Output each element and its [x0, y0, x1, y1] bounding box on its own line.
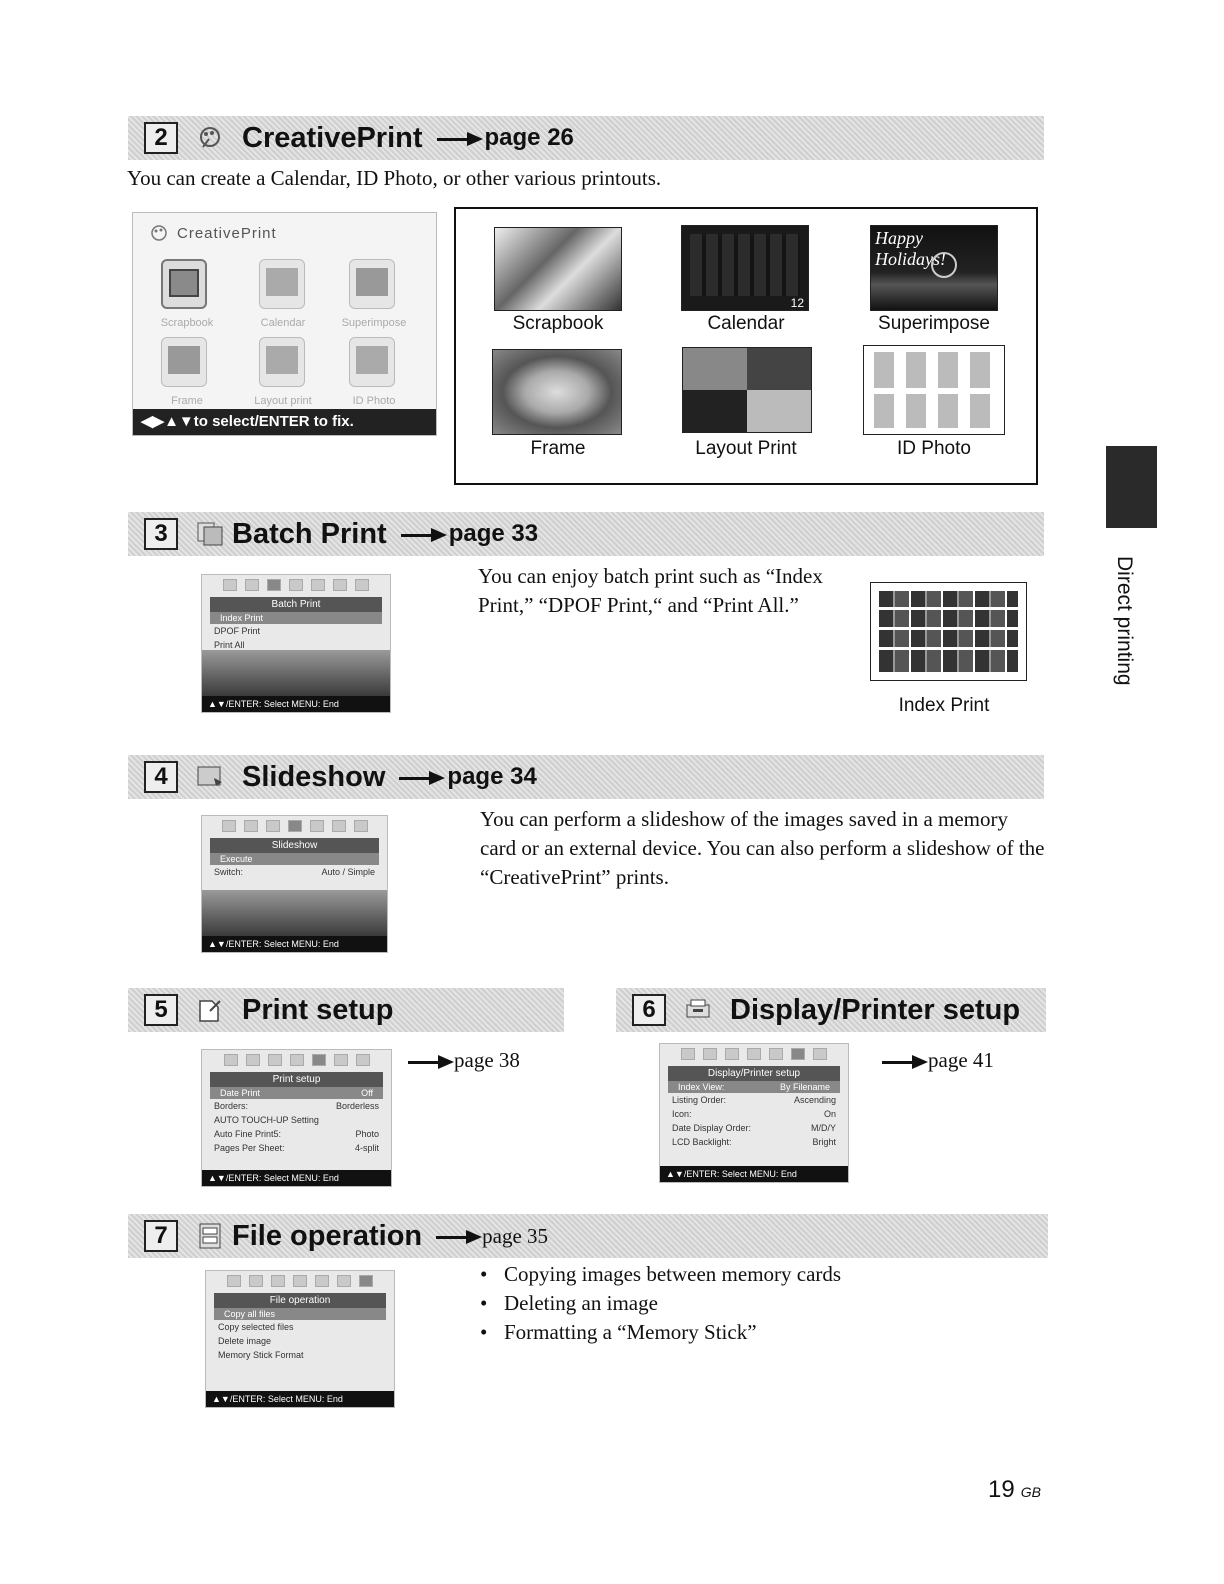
id-photo-tile[interactable] [349, 337, 395, 387]
section-number: 4 [144, 761, 178, 793]
creativeprint-samples-box [454, 207, 1038, 485]
list-item: • Copying images between memory cards [480, 1262, 842, 1286]
page-reference: page 34 [399, 763, 536, 791]
frame-tile[interactable] [161, 337, 207, 387]
menu-item[interactable]: AUTO TOUCH-UP Setting [214, 1115, 319, 1125]
section-title: Slideshow [242, 760, 386, 793]
print-setup-icon [194, 995, 226, 1025]
tile-label: Layout print [254, 395, 312, 407]
arrow-icon [882, 1055, 928, 1067]
superimpose-tile[interactable] [349, 259, 395, 309]
section-title: Batch Print [232, 517, 387, 550]
section-title: File operation [232, 1219, 423, 1252]
screen-footer: ▲▼/ENTER: Select MENU: End [660, 1166, 848, 1182]
calendar-sample [681, 225, 809, 311]
slideshow-icon [194, 762, 226, 792]
calendar-day: 12 [790, 296, 804, 310]
page-reference: page 38 [408, 1046, 520, 1075]
list-item: • Formatting a “Memory Stick” [480, 1320, 757, 1344]
side-tab-label: Direct printing [1113, 556, 1136, 686]
menu-item[interactable]: Icon: On [672, 1109, 836, 1119]
file-operation-icon [194, 1221, 226, 1251]
selected-menu-item[interactable]: Date Print Off [210, 1087, 383, 1099]
menu-item[interactable]: Date Display Order: M/D/Y [672, 1123, 836, 1133]
sample-caption: Layout Print [695, 438, 797, 459]
section-number: 5 [144, 994, 178, 1026]
creativeprint-header-bar [128, 116, 1044, 160]
display-setup-screen [659, 1043, 849, 1183]
section-number: 2 [144, 122, 178, 154]
palette-icon [149, 223, 169, 243]
arrow-icon [437, 132, 483, 144]
menu-item[interactable]: Delete image [218, 1336, 272, 1346]
menu-item[interactable]: DPOF Print [214, 626, 261, 636]
print-setup-header-bar [128, 988, 564, 1032]
section-number: 7 [144, 1220, 178, 1252]
menu-item[interactable]: Auto Fine Print5: Photo [214, 1129, 379, 1139]
menu-item[interactable]: Memory Stick Format [218, 1350, 304, 1360]
slideshow-screen [201, 815, 388, 953]
screen-header: Print setup [210, 1072, 383, 1087]
screen-footer: ▲▼/ENTER: Select MENU: End [202, 936, 387, 952]
superimpose-text: Happy Holidays! [875, 228, 946, 269]
menu-item[interactable]: Pages Per Sheet: 4-split [214, 1143, 379, 1153]
page-number: 19 GB [988, 1476, 1041, 1503]
selected-menu-item[interactable]: Index Print [210, 612, 382, 624]
sample-caption: Calendar [707, 313, 785, 334]
slideshow-description: You can perform a slideshow of the images saved in a memory card or an external device. You can also perform a slideshow of the “CreativePrint” prints. [480, 807, 1045, 889]
selected-menu-item[interactable]: Copy all files [214, 1308, 386, 1320]
batch-print-header-bar [128, 512, 1044, 556]
tile-label: Superimpose [341, 317, 407, 329]
side-tab-marker [1106, 446, 1157, 528]
screen-footer: ▲▼/ENTER: Select MENU: End [202, 1170, 391, 1186]
screen-footer: ◀▶▲▼to select/ENTER to fix. [133, 409, 436, 435]
screen-footer: ▲▼/ENTER: Select MENU: End [202, 696, 390, 712]
section-title: Print setup [242, 993, 394, 1026]
tile-label: Calendar [260, 317, 306, 329]
file-operation-list [480, 1260, 841, 1347]
display-setup-header-bar [616, 988, 1046, 1032]
sample-caption: Index Print [898, 695, 990, 716]
layout-print-tile[interactable] [259, 337, 305, 387]
screen-header: Batch Print [210, 597, 382, 612]
screen-header: Slideshow [210, 838, 379, 853]
arrow-icon [408, 1055, 454, 1067]
list-item: • Deleting an image [480, 1291, 658, 1315]
page-reference: page 26 [437, 124, 574, 152]
page-reference: page 41 [882, 1046, 994, 1075]
index-print-sample [870, 582, 1027, 681]
batch-print-icon [194, 519, 226, 549]
print-setup-screen [201, 1049, 392, 1187]
screen-header: Display/Printer setup [668, 1066, 840, 1081]
screen-title: CreativePrint [177, 224, 277, 242]
menu-item[interactable]: Print All [214, 640, 245, 650]
palette-icon [194, 123, 226, 153]
calendar-tile[interactable] [259, 259, 305, 309]
slideshow-header-bar [128, 755, 1044, 799]
sample-caption: Scrapbook [512, 313, 604, 334]
frame-sample [492, 349, 622, 435]
page-reference: page 35 [436, 1222, 548, 1251]
menu-item[interactable]: Borders: Borderless [214, 1101, 379, 1111]
batch-print-screen [201, 574, 391, 713]
screen-header: File operation [214, 1293, 386, 1308]
scrapbook-sample [494, 227, 622, 311]
creativeprint-screen [132, 212, 437, 436]
tile-label: ID Photo [352, 395, 396, 407]
section-title: CreativePrint [242, 121, 423, 154]
menu-item[interactable]: Copy selected files [218, 1322, 294, 1332]
tile-label: Scrapbook [160, 317, 214, 329]
id-photo-sample [863, 345, 1005, 435]
section-title: Display/Printer setup [730, 993, 1021, 1026]
tile-label: Frame [171, 395, 203, 407]
batch-print-description: You can enjoy batch print such as “Index Print,” “DPOF Print,“ and “Print All.” [478, 564, 823, 617]
arrow-icon [399, 771, 445, 783]
menu-item[interactable]: Switch: Auto / Simple [214, 867, 375, 877]
display-setup-icon [682, 995, 714, 1025]
section-number: 6 [632, 994, 666, 1026]
layout-print-sample [682, 347, 812, 433]
screen-footer: ▲▼/ENTER: Select MENU: End [206, 1391, 394, 1407]
file-operation-screen [205, 1270, 395, 1408]
selected-menu-item[interactable]: Index View: By Filename [668, 1081, 840, 1093]
menu-item[interactable]: LCD Backlight: Bright [672, 1137, 836, 1147]
sample-caption: Frame [530, 438, 586, 459]
selected-menu-item[interactable]: Execute [210, 853, 379, 865]
page-reference: page 33 [401, 520, 538, 548]
menu-item[interactable]: Listing Order: Ascending [672, 1095, 836, 1105]
scrapbook-tile[interactable] [161, 259, 207, 309]
sample-caption: Superimpose [878, 313, 990, 334]
creativeprint-description: You can create a Calendar, ID Photo, or other various printouts. [127, 166, 662, 190]
file-operation-header-bar [128, 1214, 1048, 1258]
arrow-icon [436, 1230, 482, 1242]
sample-caption: ID Photo [897, 438, 971, 459]
section-number: 3 [144, 518, 178, 550]
superimpose-sample [870, 225, 998, 311]
arrow-icon [401, 528, 447, 540]
